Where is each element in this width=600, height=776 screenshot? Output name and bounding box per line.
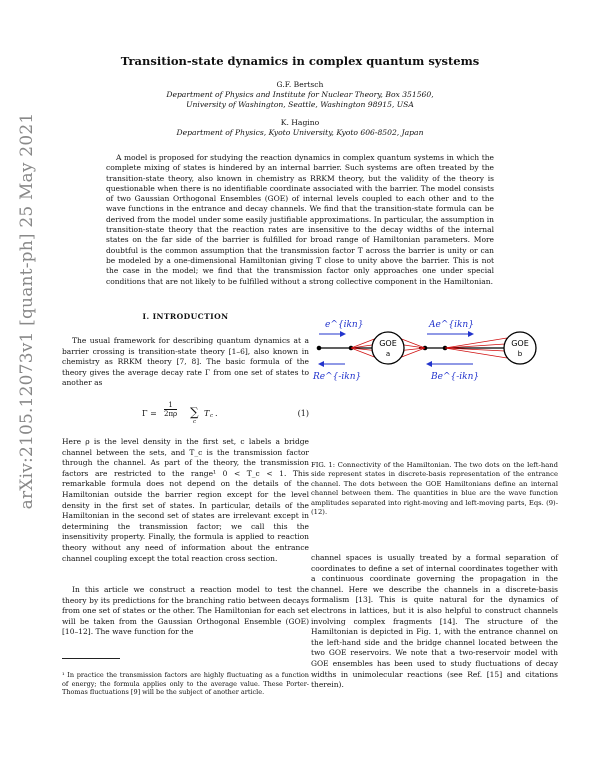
goe-a-circle bbox=[372, 332, 404, 364]
goe-b-label: GOE bbox=[511, 339, 529, 348]
affiliation-1-line-2: University of Washington, Seattle, Washington 98915, USA bbox=[186, 100, 414, 109]
affiliation-1-line-1: Department of Physics and Institute for Nuclear Theory, Box 351560, bbox=[166, 90, 434, 99]
arxiv-identifier: arXiv:2105.12073v1 [quant-ph] 25 May 2021 bbox=[17, 112, 37, 510]
equation-1 bbox=[62, 403, 309, 427]
equation-sum: ∑ bbox=[190, 405, 199, 419]
equation-fraction bbox=[164, 401, 177, 418]
affiliation-2: Department of Physics, Kyoto University, Kyoto 606-8502, Japan bbox=[176, 128, 424, 137]
author-name-2: K. Hagino bbox=[280, 118, 320, 127]
equation-lhs: Γ = bbox=[142, 409, 157, 418]
abstract: A model is proposed for studying the reaction dynamics in complex quantum systems in which the complete mixing of states is hindered by an internal barrier. Such systems are often treated by the transition-state theory, also known in chemistry as RRKM theory, but the validity of the theory is questionable when there is no identifiable coordinate associated with the barrier. The model consists of two Gaussian Orthogonal Ensembles (GOE) of internal levels coupled to each other and to the wave functions in the entrance and decay channels. We find that the transition-state formula can be derived from the model under some easily justifiable approximations. In particular, the assumption in transition-state theory that the reaction rates are insensitive to the decay widths of the internal states on the far side of the barrier is fulfilled for broad range of Hamiltonian parameters. More doubtful is the common assumption that the transmission factor T across the barrier is unity or can be modeled by a one-dimensional Hamiltonian giving T close to unity above the barrier. This is not the case in the model; we find that the transmission factor only approaches one under special conditions that are not likely to be fulfilled without a strong collective component in the Hamiltonian. bbox=[106, 153, 494, 286]
goe-a-label: GOE bbox=[379, 339, 397, 348]
equation-period: . bbox=[215, 409, 218, 418]
goe-a-sublabel: a bbox=[385, 350, 391, 358]
equation-numerator: 1 bbox=[164, 401, 177, 410]
right-column-paragraph: channel spaces is usually treated by a formal separation of coordinates to define a set of internal coordinates together with a continuous coordinate governing the propagation in the channel. Here we describe the channels in a discrete-basis formalism [13]. This is quite natural for the dynamics of electrons in lattices, but it is also helpful to construct channels involving complex fragments [14]. The structure of the Hamiltonian is depicted in Fig. 1, with the entrance channel on the left-hand side and the bridge channel located between the two GOE reservoirs. We note that a two-reservoir model with GOE ensembles has been used to study fluctuations of decay widths in unimolecular reactions (see Ref. [15] and citations therein). bbox=[311, 553, 558, 690]
footnote-rule bbox=[62, 658, 120, 659]
equation-number: (1) bbox=[297, 409, 309, 418]
equation-term-subscript: c bbox=[210, 413, 214, 419]
goe-b-circle bbox=[504, 332, 536, 364]
author-name-1: G.F. Bertsch bbox=[276, 80, 324, 89]
reflected-amplitude-label: Re^{-ikn} bbox=[313, 372, 362, 382]
intro-paragraph-2: In this article we construct a reaction model to test the theory by its predictions for the branching ratio between decays from one set of states or the other. The Hamiltonian for each set will be taken from the Gaussian Orthogonal Ensemble (GOE) [10–12]. The wave function for the bbox=[62, 585, 309, 637]
section-heading: I. INTRODUCTION bbox=[142, 312, 229, 321]
equation-sum-index: c bbox=[193, 419, 197, 425]
entrance-dot-1 bbox=[317, 346, 322, 351]
equation-denominator: 2πρ bbox=[164, 410, 178, 418]
backward-amplitude-label: Be^{-ikn} bbox=[431, 372, 480, 382]
figure-1 bbox=[311, 313, 558, 443]
intro-paragraph-1a: The usual framework for describing quantum dynamics at a barrier crossing is transition-state theory [1–6], also known in chemistry as RRKM theory [7, 8]. The basic formula of the theory gives the average decay rate Γ from one set of states to another as bbox=[62, 336, 309, 388]
transmitted-amplitude-label: Ae^{ikn} bbox=[429, 320, 474, 330]
equation-term: T bbox=[204, 409, 210, 418]
figure-caption: FIG. 1: Connectivity of the Hamiltonian. The two dots on the left-hand side represent states in discrete-basis representation of the entrance channel. The dots between the GOE Hamiltonians define an internal channel between them. The quantities in blue are the wave function amplitudes separated into right-moving and left-moving parts, Eqs. (9)-(12). bbox=[311, 461, 558, 517]
paper-title: Transition-state dynamics in complex quantum systems bbox=[120, 54, 480, 68]
goe-b-sublabel: b bbox=[517, 350, 523, 358]
footnote: ¹ In practice the transmission factors are highly fluctuating as a function of energy; the formula applies only to the average value. These Porter-Thomas fluctuations [9] will be the subject of another article. bbox=[62, 671, 309, 697]
intro-paragraph-1b: Here ρ is the level density in the first set, c labels a bridge channel between the sets, and T_c is the transmission factor through the channel. As part of the theory, the transmission factors are restricted to the range¹ 0 < T_c < 1. This remarkable formula does not depend on the details of the Hamiltonian outside the barrier region except for the level density in the first set of states. In particular, details of the Hamiltonian in the second set of states are irrelevant except in determining the transmission factor; we call this the insensitivity property. Finally, the formula is applied to reaction theory without any need of information about the entrance channel coupling except the total reaction cross section. bbox=[62, 437, 309, 563]
incoming-amplitude-label: e^{ikn} bbox=[325, 320, 364, 330]
